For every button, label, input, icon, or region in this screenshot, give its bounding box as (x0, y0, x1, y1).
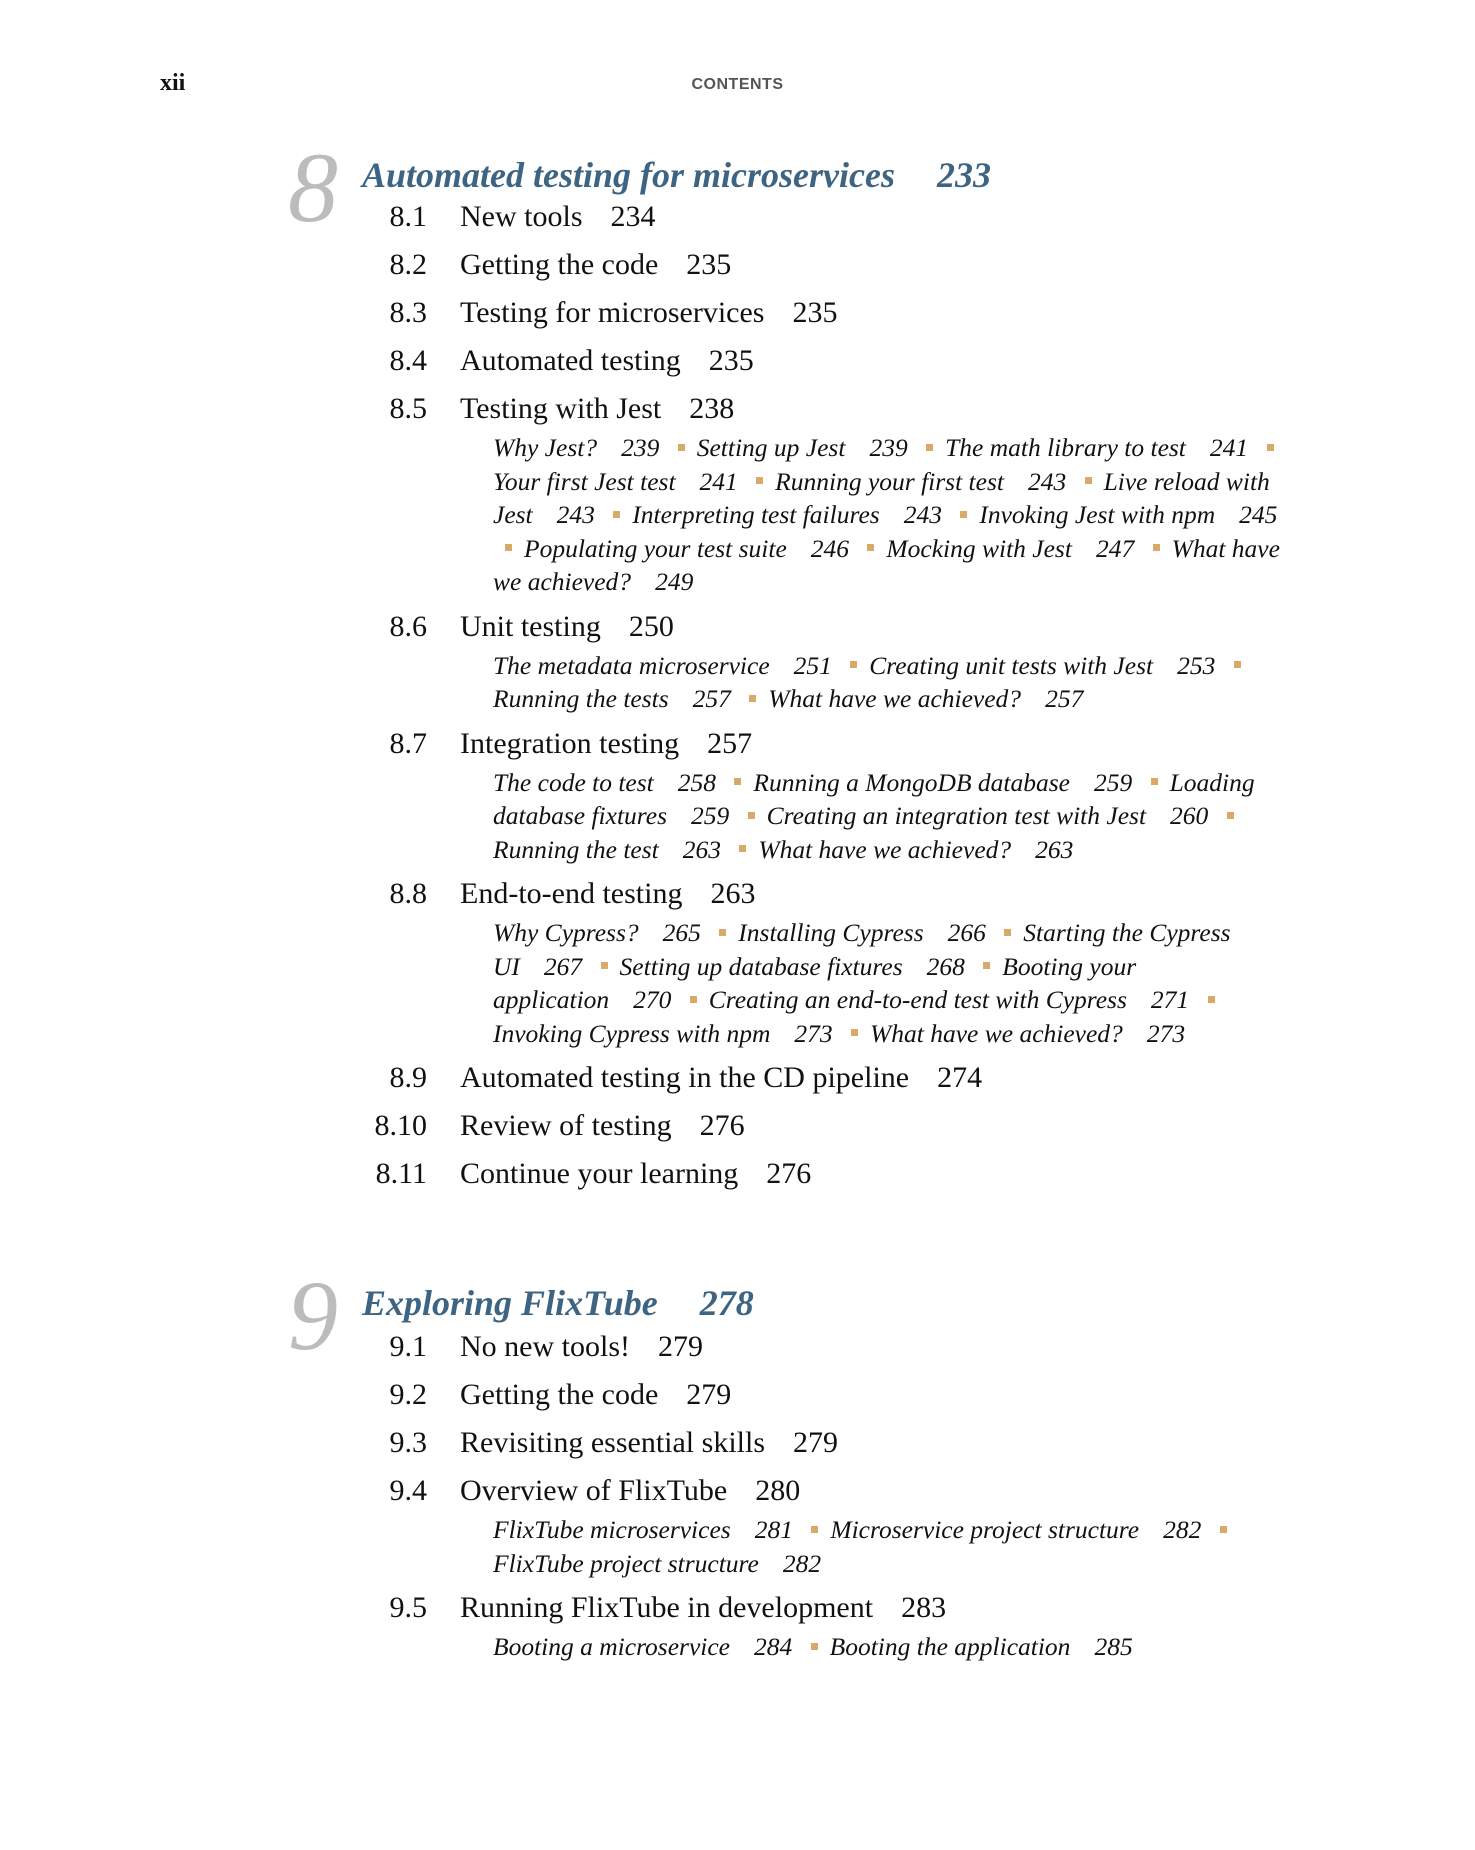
toc-section (0, 1378, 1475, 1415)
subsection-page: 239 (621, 433, 660, 462)
subsection-list (493, 766, 1293, 867)
subsection-title: Starting the Cypress UI (493, 918, 1231, 981)
subsection-entry[interactable] (768, 684, 1083, 713)
section-entry[interactable] (0, 1330, 1475, 1367)
section-number: 8.5 (389, 392, 427, 425)
subsection-page: 263 (682, 834, 721, 864)
subsection-title: Why Cypress? (493, 918, 639, 947)
section-title-text: Review of testing (460, 1109, 672, 1142)
subsection-title: Live reload with Jest (493, 466, 1270, 529)
bullet-separator-icon (1004, 929, 1011, 936)
bullet-separator-icon (690, 996, 697, 1003)
bullet-separator-icon (926, 444, 933, 451)
chapter-page: 278 (699, 1283, 754, 1323)
subsection-title: Loading database fixtures (493, 767, 1255, 830)
subsection-page: 282 (1163, 1515, 1202, 1544)
section-number: 8.4 (389, 344, 427, 377)
subsection-entry[interactable] (870, 1019, 1185, 1048)
subsection-entry[interactable] (493, 1549, 821, 1578)
section-page: 280 (755, 1474, 801, 1507)
toc-section (0, 1330, 1475, 1367)
bullet-separator-icon (1153, 544, 1160, 551)
bullet-separator-icon (960, 511, 967, 518)
section-entry[interactable] (0, 610, 1475, 647)
subsection-title: Populating your test suite (524, 533, 787, 563)
bullet-separator-icon (734, 778, 741, 785)
section-number: 8.2 (389, 248, 427, 281)
subsection-title: Running a MongoDB database (753, 767, 1070, 797)
subsection-page: 273 (1146, 1018, 1186, 1048)
section-title-text: Revisiting essential skills (460, 1426, 765, 1459)
toc-section (0, 727, 1475, 867)
subsection-entry[interactable] (979, 500, 1277, 529)
subsection-entry[interactable] (524, 534, 849, 563)
toc-section (0, 344, 1475, 381)
subsection-title: Your first Jest test (493, 466, 676, 496)
subsection-list (493, 431, 1293, 599)
chapter-number: 9 (288, 1260, 338, 1371)
subsection-page: 258 (677, 767, 717, 797)
subsection-entry[interactable] (886, 534, 1134, 563)
section-entry[interactable] (0, 1109, 1475, 1146)
toc-section (0, 1061, 1475, 1098)
subsection-title: Creating an end-to-end test with Cypress (708, 985, 1127, 1014)
section-page: 274 (937, 1061, 983, 1094)
bullet-separator-icon (1227, 812, 1234, 819)
subsection-page: 268 (926, 951, 965, 981)
subsection-entry[interactable] (753, 768, 1132, 797)
toc-section (0, 200, 1475, 237)
section-title (460, 727, 752, 761)
section-title-text: Getting the code (460, 1378, 659, 1411)
section-number: 8.10 (374, 1109, 427, 1142)
subsection-page: 257 (692, 684, 731, 713)
subsection-page: 241 (1209, 433, 1249, 462)
section-entry[interactable] (0, 1061, 1475, 1098)
chapter-9-sections (0, 1330, 1475, 1675)
section-title (460, 344, 754, 378)
subsection-entry[interactable] (830, 1632, 1133, 1661)
chapter-title-text: Exploring FlixTube (362, 1283, 658, 1323)
subsection-entry[interactable] (738, 918, 986, 947)
section-number: 9.1 (389, 1330, 427, 1363)
bullet-separator-icon (983, 962, 990, 969)
bullet-separator-icon (1234, 661, 1241, 668)
bullet-separator-icon (749, 695, 756, 702)
subsection-page: 253 (1177, 650, 1216, 680)
toc-section (0, 1591, 1475, 1664)
section-title (460, 200, 656, 234)
subsection-title: The metadata microservice (493, 650, 770, 680)
subsection-page: 259 (691, 801, 730, 830)
subsection-title: FlixTube microservices (493, 1515, 731, 1544)
running-head: CONTENTS (691, 76, 784, 93)
section-title (460, 296, 837, 330)
bullet-separator-icon (719, 929, 726, 936)
subsection-page: 266 (947, 918, 986, 947)
section-page: 283 (901, 1591, 947, 1624)
section-title (460, 392, 734, 426)
subsection-title: What have we achieved? (758, 834, 1012, 864)
section-entry[interactable] (0, 1474, 1475, 1511)
subsection-entry[interactable] (493, 768, 716, 797)
section-page: 250 (628, 609, 674, 643)
section-page: 238 (689, 392, 735, 425)
subsection-page: 259 (1094, 767, 1133, 797)
subsection-entry[interactable] (493, 1019, 833, 1048)
subsection-title: Booting a microservice (493, 1632, 730, 1661)
subsection-entry[interactable] (493, 1632, 792, 1661)
section-title (460, 1061, 982, 1095)
section-title (460, 877, 755, 911)
subsection-list (493, 1513, 1293, 1580)
subsection-page: 246 (810, 533, 850, 563)
subsection-page: 243 (1027, 466, 1067, 496)
bullet-separator-icon (850, 661, 857, 668)
subsection-title: The code to test (493, 767, 654, 797)
section-title-text: Running FlixTube in development (460, 1591, 874, 1624)
subsection-page: 243 (903, 500, 942, 529)
section-number: 8.3 (389, 296, 427, 329)
subsection-page: 267 (543, 951, 583, 981)
section-title-text: Testing for microservices (460, 296, 765, 329)
section-entry[interactable] (0, 877, 1475, 914)
section-title-text: Continue your learning (460, 1157, 739, 1190)
section-title (460, 248, 731, 282)
section-entry[interactable] (0, 1378, 1475, 1415)
section-title-text: Automated testing in the CD pipeline (460, 1061, 910, 1094)
section-page: 276 (766, 1157, 812, 1190)
section-page: 235 (708, 344, 754, 377)
subsection-title: Invoking Jest with npm (979, 500, 1216, 529)
subsection-entry[interactable] (767, 801, 1209, 830)
section-number: 9.3 (389, 1426, 427, 1459)
toc-section (0, 877, 1475, 1050)
subsection-page: 284 (754, 1632, 793, 1661)
subsection-page: 260 (1170, 801, 1209, 830)
toc-section (0, 296, 1475, 333)
section-title (460, 1109, 745, 1143)
subsection-title: Running the test (493, 834, 659, 864)
section-title-text: Integration testing (460, 726, 680, 760)
chapter-title[interactable] (362, 1282, 754, 1324)
section-page: 257 (707, 726, 753, 760)
section-title-text: End-to-end testing (460, 877, 683, 910)
section-page: 279 (686, 1378, 732, 1411)
subsection-entry[interactable] (869, 651, 1215, 680)
subsection-entry[interactable] (493, 835, 721, 864)
subsection-list (493, 649, 1293, 716)
section-entry[interactable] (0, 296, 1475, 333)
toc-section (0, 610, 1475, 716)
toc-section (0, 1157, 1475, 1194)
bullet-separator-icon (1208, 996, 1215, 1003)
section-number: 8.6 (389, 609, 427, 643)
chapter-title[interactable] (362, 154, 991, 196)
subsection-list (493, 1630, 1293, 1664)
subsection-page: 257 (1045, 684, 1084, 713)
bullet-separator-icon (1267, 444, 1274, 451)
section-title-text: Overview of FlixTube (460, 1474, 728, 1507)
section-number: 9.4 (389, 1474, 427, 1507)
subsection-entry[interactable] (830, 1515, 1201, 1544)
section-title-text: No new tools! (460, 1330, 630, 1363)
subsection-title: Mocking with Jest (886, 533, 1072, 563)
subsection-page: 263 (1035, 834, 1074, 864)
subsection-entry[interactable] (620, 952, 965, 981)
section-number: 9.2 (389, 1378, 427, 1411)
section-page: 279 (793, 1426, 838, 1459)
subsection-page: 281 (754, 1515, 793, 1544)
toc-section (0, 1474, 1475, 1580)
section-page: 279 (657, 1330, 703, 1363)
subsection-title: FlixTube project structure (493, 1548, 759, 1578)
section-number: 8.1 (389, 200, 427, 233)
section-title (460, 1426, 838, 1460)
section-entry[interactable] (0, 1157, 1475, 1194)
bullet-separator-icon (1085, 477, 1092, 484)
bullet-separator-icon (505, 544, 512, 551)
subsection-list (493, 916, 1293, 1050)
section-number: 8.8 (389, 877, 427, 910)
bullet-separator-icon (601, 962, 608, 969)
subsection-title: Interpreting test failures (632, 500, 880, 529)
subsection-entry[interactable] (775, 467, 1066, 496)
bullet-separator-icon (1151, 778, 1158, 785)
subsection-title: What have we achieved? (493, 533, 1280, 596)
subsection-title: Invoking Cypress with npm (493, 1018, 771, 1048)
subsection-title: Installing Cypress (738, 918, 924, 947)
subsection-page: 285 (1094, 1632, 1133, 1661)
section-title (460, 1378, 731, 1412)
bullet-separator-icon (851, 1029, 858, 1036)
subsection-page: 282 (782, 1548, 822, 1578)
subsection-title: Creating unit tests with Jest (869, 650, 1154, 680)
toc-section (0, 248, 1475, 285)
subsection-entry[interactable] (493, 433, 659, 462)
subsection-page: 245 (1239, 500, 1278, 529)
section-page: 235 (686, 248, 732, 281)
bullet-separator-icon (867, 544, 874, 551)
section-title-text: Unit testing (460, 609, 601, 643)
subsection-page: 273 (794, 1018, 833, 1048)
chapter-number: 8 (288, 132, 338, 243)
section-number: 8.9 (389, 1061, 427, 1094)
section-title-text: New tools (460, 200, 583, 233)
subsection-page: 251 (793, 650, 832, 680)
toc-section (0, 1109, 1475, 1146)
section-number: 9.5 (389, 1591, 427, 1624)
bullet-separator-icon (613, 511, 620, 518)
section-entry[interactable] (0, 1591, 1475, 1628)
subsection-title: Microservice project structure (830, 1515, 1140, 1544)
section-title (460, 1474, 800, 1508)
chapter-title-text: Automated testing for microservices (362, 155, 895, 195)
subsection-title: What have we achieved? (768, 684, 1022, 713)
section-title (460, 1157, 811, 1191)
subsection-entry[interactable] (493, 918, 701, 947)
subsection-entry[interactable] (632, 500, 942, 529)
subsection-page: 249 (655, 567, 694, 596)
page-number: xii (160, 70, 186, 96)
bullet-separator-icon (756, 477, 763, 484)
subsection-title: Setting up database fixtures (619, 951, 903, 981)
subsection-title: What have we achieved? (870, 1018, 1123, 1048)
bullet-separator-icon (1220, 1526, 1227, 1533)
section-title (460, 1591, 946, 1625)
subsection-page: 270 (633, 985, 672, 1014)
bullet-separator-icon (811, 1643, 818, 1650)
chapter-8-sections (0, 200, 1475, 1205)
subsection-entry[interactable] (493, 1515, 793, 1544)
subsection-title: Booting the application (829, 1632, 1071, 1661)
section-entry[interactable] (0, 248, 1475, 285)
subsection-entry[interactable] (493, 651, 832, 680)
toc-section (0, 1426, 1475, 1463)
bullet-separator-icon (811, 1526, 818, 1533)
subsection-entry[interactable] (493, 467, 738, 496)
subsection-title: Why Jest? (493, 433, 598, 462)
section-title-text: Testing with Jest (460, 392, 662, 425)
subsection-page: 265 (662, 918, 701, 947)
subsection-entry[interactable] (758, 835, 1073, 864)
subsection-title: Creating an integration test with Jest (766, 801, 1147, 830)
section-page: 234 (610, 200, 656, 233)
chapter-page: 233 (936, 155, 991, 195)
subsection-entry[interactable] (493, 684, 731, 713)
bullet-separator-icon (748, 812, 755, 819)
toc-section (0, 392, 1475, 599)
section-entry[interactable] (0, 727, 1475, 764)
section-title (460, 1330, 703, 1364)
section-entry[interactable] (0, 392, 1475, 429)
subsection-page: 271 (1150, 985, 1190, 1014)
subsection-title: Running your first test (775, 466, 1004, 496)
subsection-title: Setting up Jest (696, 433, 846, 462)
subsection-entry[interactable] (945, 433, 1248, 462)
section-title-text: Automated testing (460, 344, 681, 377)
subsection-page: 239 (869, 433, 908, 462)
section-number: 8.7 (389, 726, 427, 760)
section-entry[interactable] (0, 200, 1475, 237)
subsection-entry[interactable] (697, 433, 908, 462)
section-number: 8.11 (375, 1157, 427, 1190)
section-title (460, 610, 674, 644)
subsection-page: 247 (1095, 533, 1135, 563)
subsection-page: 243 (556, 500, 595, 529)
subsection-entry[interactable] (709, 985, 1189, 1014)
bullet-separator-icon (678, 444, 685, 451)
subsection-page: 241 (699, 466, 738, 496)
section-page: 263 (710, 877, 756, 910)
subsection-title: Running the tests (493, 684, 669, 713)
section-title-text: Getting the code (460, 248, 659, 281)
section-page: 235 (792, 296, 838, 329)
subsection-title: Booting your application (493, 951, 1137, 1014)
bullet-separator-icon (739, 845, 746, 852)
section-entry[interactable] (0, 344, 1475, 381)
section-entry[interactable] (0, 1426, 1475, 1463)
section-page: 276 (699, 1109, 745, 1142)
subsection-title: The math library to test (945, 433, 1186, 462)
